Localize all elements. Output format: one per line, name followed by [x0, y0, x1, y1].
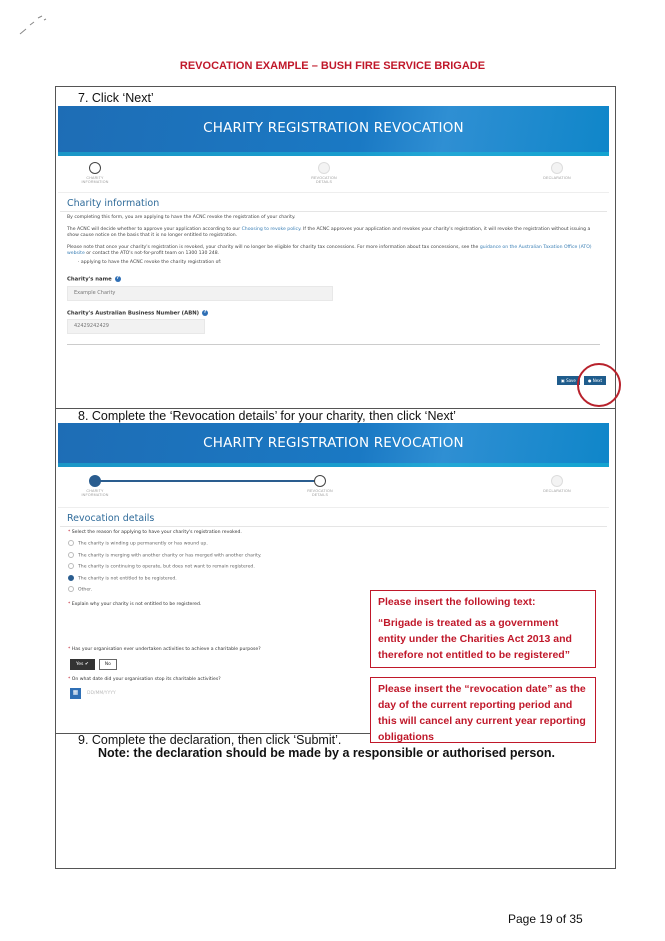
radio-icon [68, 552, 74, 558]
help-icon[interactable]: ? [203, 309, 207, 315]
save-button[interactable]: ▣ Save [557, 376, 580, 385]
next-button[interactable]: ● Next [584, 376, 606, 385]
step-label: CHARITY INFORMATION [81, 489, 109, 497]
abn-label: Charity's Australian Business Number (ABN) ? [67, 309, 207, 316]
step-7-screenshot [58, 106, 609, 406]
choosing-to-revoke-link[interactable]: Choosing to revoke policy [241, 226, 301, 232]
step-label: DECLARATION [543, 176, 571, 180]
policy-text: The ACNC will decide whether to approve your application according to our Choosing to revoke policy. If the ACNC approves your application and revokes your charity's registration, it will revoke the registration without issuing a show cause notice on the basis that it is no longer entitled to registration. [67, 226, 591, 238]
form-banner: CHARITY REGISTRATION REVOCATION [58, 423, 609, 467]
instruction-callout-text: Please insert the following text: “Brigade is treated as a government entity under the Charities Act 2013 and therefore not entitled to be registered” [370, 590, 596, 668]
tax-text: Please note that once your charity's registration is revoked, your charity will no longer be eligible for charity tax concessions. For more information about tax concessions, see the guidance on the Australian Taxation Office (ATO) website or contact the ATO's not-for-profit team on 1300 130 248. [67, 244, 592, 256]
reason-question: * Select the reason for applying to have your charity's registration revoked. [68, 530, 242, 535]
step-label: REVOCATION DETAILS [307, 489, 333, 497]
help-icon[interactable]: ? [116, 276, 120, 281]
step-node-charity-information[interactable] [89, 475, 101, 487]
highlight-circle [577, 363, 621, 407]
yes-button[interactable]: Yes ✔ [70, 659, 95, 670]
scan-mark [18, 14, 48, 36]
charity-name-label: Charity's name ? [67, 276, 120, 283]
date-input[interactable]: DD/MM/YYYY [87, 690, 116, 696]
reason-option[interactable]: The charity is winding up permanently or has wound up. [58, 538, 609, 550]
reason-option-selected[interactable]: The charity is not entitled to be registered. [58, 573, 609, 585]
radio-icon [68, 586, 74, 592]
date-question: * On what date did your organisation stop its charitable activities? [68, 676, 221, 682]
page-number: Page 19 of 35 [508, 912, 583, 926]
activities-question: * Has your organisation ever undertaken activities to achieve a charitable purpose? [68, 646, 261, 652]
step-node-declaration [551, 475, 563, 487]
step-node-revocation-details [318, 162, 330, 174]
radio-icon [68, 563, 74, 569]
declaration-note: Note: the declaration should be made by a responsible or authorised person. [98, 746, 556, 760]
explain-label: * Explain why your charity is not entitled to be registered. [68, 601, 202, 607]
step-8-heading: 8. Complete the ‘Revocation details’ for your charity, then click ‘Next’ [78, 409, 456, 423]
applying-text: · applying to have the ACNC revoke the charity registration of: [78, 259, 222, 265]
reason-option[interactable]: Other. [58, 584, 609, 596]
progress-stepper [58, 156, 609, 193]
section-title: Revocation details [60, 508, 607, 527]
reason-option[interactable]: The charity is continuing to operate, but does not want to remain registered. [58, 561, 609, 573]
no-button[interactable]: No [99, 659, 117, 670]
step-node-revocation-details[interactable] [314, 475, 326, 487]
reason-option[interactable]: The charity is merging with another charity or has merged with another charity. [58, 550, 609, 562]
intro-text: By completing this form, you are applying to have the ACNC revoke the registration of your charity. [67, 215, 296, 220]
step-label: CHARITY INFORMATION [81, 176, 109, 184]
ato-guidance-link[interactable]: guidance on the Australian Taxation Office (ATO) website [67, 244, 592, 256]
abn-input[interactable]: 42429242429 [67, 319, 205, 334]
instruction-callout-date: Please insert the “revocation date” as the day of the current reporting period and this will cancel any current year reporting obligations [370, 677, 596, 743]
step-label: REVOCATION DETAILS [311, 176, 337, 184]
step-node-declaration [551, 162, 563, 174]
calendar-icon[interactable]: ▦ [70, 688, 81, 699]
step-9-heading: 9. Complete the declaration, then click ‘Submit’. [78, 733, 342, 747]
step-label: DECLARATION [543, 489, 571, 493]
step-node-charity-information[interactable] [89, 162, 101, 174]
step-7-heading: 7. Click ‘Next’ [78, 91, 154, 105]
section-title: Charity information [60, 193, 607, 212]
progress-track [94, 480, 316, 482]
radio-selected-icon [68, 575, 74, 581]
document-title: REVOCATION EXAMPLE – BUSH FIRE SERVICE BRIGADE [179, 60, 486, 72]
radio-icon [68, 540, 74, 546]
charity-name-input[interactable]: Example Charity [67, 286, 333, 301]
form-banner: CHARITY REGISTRATION REVOCATION [58, 106, 609, 156]
divider [67, 344, 600, 345]
progress-stepper [58, 469, 609, 508]
